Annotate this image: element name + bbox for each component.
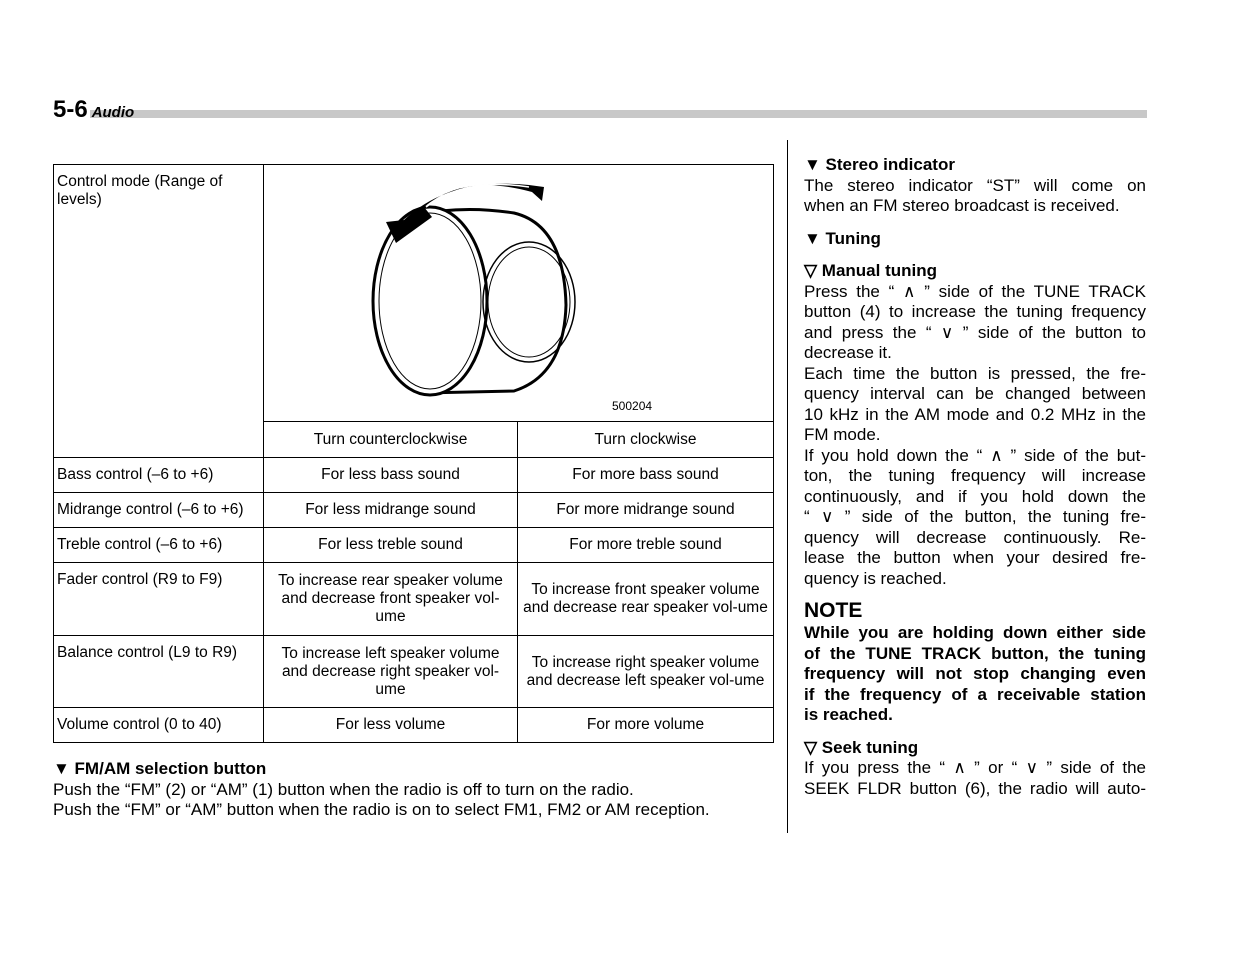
ccw-cell: To increase left speaker volume and decrease right speaker vol-ume	[264, 636, 518, 708]
paragraph-line: The stereo indicator “ST” will come on	[804, 175, 1146, 195]
paragraph	[804, 623, 1146, 726]
paragraph-line: Push the “FM” or “AM” button when the radio is on to select FM1, FM2 or AM reception.	[53, 800, 710, 819]
table-row	[54, 563, 774, 636]
row-label: Fader control (R9 to F9)	[54, 563, 264, 636]
figure-number: 500204	[612, 399, 653, 413]
fm-am-heading: ▼ FM/AM selection button	[53, 759, 267, 778]
audio-control-table	[53, 164, 774, 743]
ccw-cell: For less bass sound	[264, 458, 518, 493]
paragraph-line: While you are holding down either side	[804, 623, 1146, 642]
col-header-ccw: Turn counterclockwise	[264, 422, 518, 458]
ccw-cell: For less treble sound	[264, 528, 518, 563]
paragraph-line: Press the “ ∧ ” side of the TUNE TRACK	[804, 281, 1146, 301]
ccw-cell: For less volume	[264, 708, 518, 743]
cw-cell: To increase right speaker volume and decrease left speaker vol-ume	[518, 636, 774, 708]
paragraph-line: decrease it.	[804, 343, 892, 362]
note-heading: NOTE	[804, 599, 863, 622]
knob-rotation-illustration	[264, 165, 772, 421]
paragraph-line: of the TUNE TRACK button, the tuning	[804, 643, 1146, 663]
table-row	[54, 493, 774, 528]
table-row	[54, 528, 774, 563]
paragraph-line: If you press the “ ∧ ” or “ ∨ ” side of the	[804, 758, 1146, 777]
paragraph-line: If you hold down the “ ∧ ” side of the but-	[804, 445, 1146, 465]
row-label: Volume control (0 to 40)	[54, 708, 264, 743]
table-row	[54, 708, 774, 743]
paragraph-line: frequency will not stop changing even	[804, 664, 1146, 683]
row-label: Midrange control (–6 to +6)	[54, 493, 264, 528]
paragraph-line: 10 kHz in the AM mode and 0.2 MHz in the	[804, 404, 1146, 424]
fm-am-section	[53, 759, 773, 821]
paragraph-line: quency is reached.	[804, 568, 947, 588]
right-column	[804, 142, 1146, 799]
paragraph-line: ton, the tuning frequency will increase	[804, 466, 1146, 485]
paragraph-line: Push the “FM” (2) or “AM” (1) button when the radio is off to turn on the radio.	[53, 779, 634, 799]
figure-row	[54, 165, 774, 422]
left-column	[53, 164, 773, 821]
table-row	[54, 458, 774, 493]
ccw-cell: For less midrange sound	[264, 493, 518, 528]
paragraph-line: lease the button when your desired fre-	[804, 548, 1146, 567]
cw-cell: For more bass sound	[518, 458, 774, 493]
control-mode-cell: Control mode (Range of levels)	[54, 165, 264, 458]
cw-cell: For more midrange sound	[518, 493, 774, 528]
page-header	[53, 96, 134, 124]
paragraph	[804, 176, 1146, 217]
paragraph-line: SEEK FLDR button (6), the radio will auto-	[804, 778, 1146, 798]
manual-tuning-heading: ▽ Manual tuning	[804, 261, 938, 280]
tuning-heading: ▼ Tuning	[804, 228, 881, 248]
page-number: 5-6	[53, 96, 88, 123]
paragraph-line: and press the “ ∨ ” side of the button to	[804, 322, 1146, 342]
row-label: Treble control (–6 to +6)	[54, 528, 264, 563]
row-label: Bass control (–6 to +6)	[54, 458, 264, 493]
column-divider	[787, 140, 788, 833]
paragraph-line: quency interval can be changed between	[804, 384, 1146, 403]
paragraph-line: continuously, and if you hold down the	[804, 486, 1146, 506]
row-label: Balance control (L9 to R9)	[54, 636, 264, 708]
stereo-heading: ▼ Stereo indicator	[804, 155, 955, 174]
paragraph-line: is reached.	[804, 705, 893, 724]
cw-cell: For more treble sound	[518, 528, 774, 563]
paragraph-line: “ ∨ ” side of the button, the tuning fre-	[804, 507, 1146, 526]
paragraph-line: FM mode.	[804, 425, 881, 444]
col-header-cw: Turn clockwise	[518, 422, 774, 458]
paragraph-line: if the frequency of a receivable station	[804, 684, 1146, 704]
cw-cell: To increase front speaker volume and decrease rear speaker vol-ume	[518, 563, 774, 636]
cw-cell: For more volume	[518, 708, 774, 743]
figure-cell	[264, 165, 774, 422]
paragraph-line: when an FM stereo broadcast is received.	[804, 196, 1120, 215]
seek-tuning-heading: ▽ Seek tuning	[804, 737, 919, 757]
paragraph-line: Each time the button is pressed, the fre-	[804, 363, 1146, 383]
paragraph-line: button (4) to increase the tuning frequency	[804, 302, 1146, 321]
header-bar	[90, 110, 1147, 118]
paragraph	[804, 758, 1146, 799]
section-title: Audio	[91, 104, 135, 121]
ccw-cell: To increase rear speaker volume and decrease front speaker vol-ume	[264, 563, 518, 636]
table-row	[54, 636, 774, 708]
paragraph	[804, 282, 1146, 590]
paragraph-line: quency will decrease continuously. Re-	[804, 527, 1146, 547]
